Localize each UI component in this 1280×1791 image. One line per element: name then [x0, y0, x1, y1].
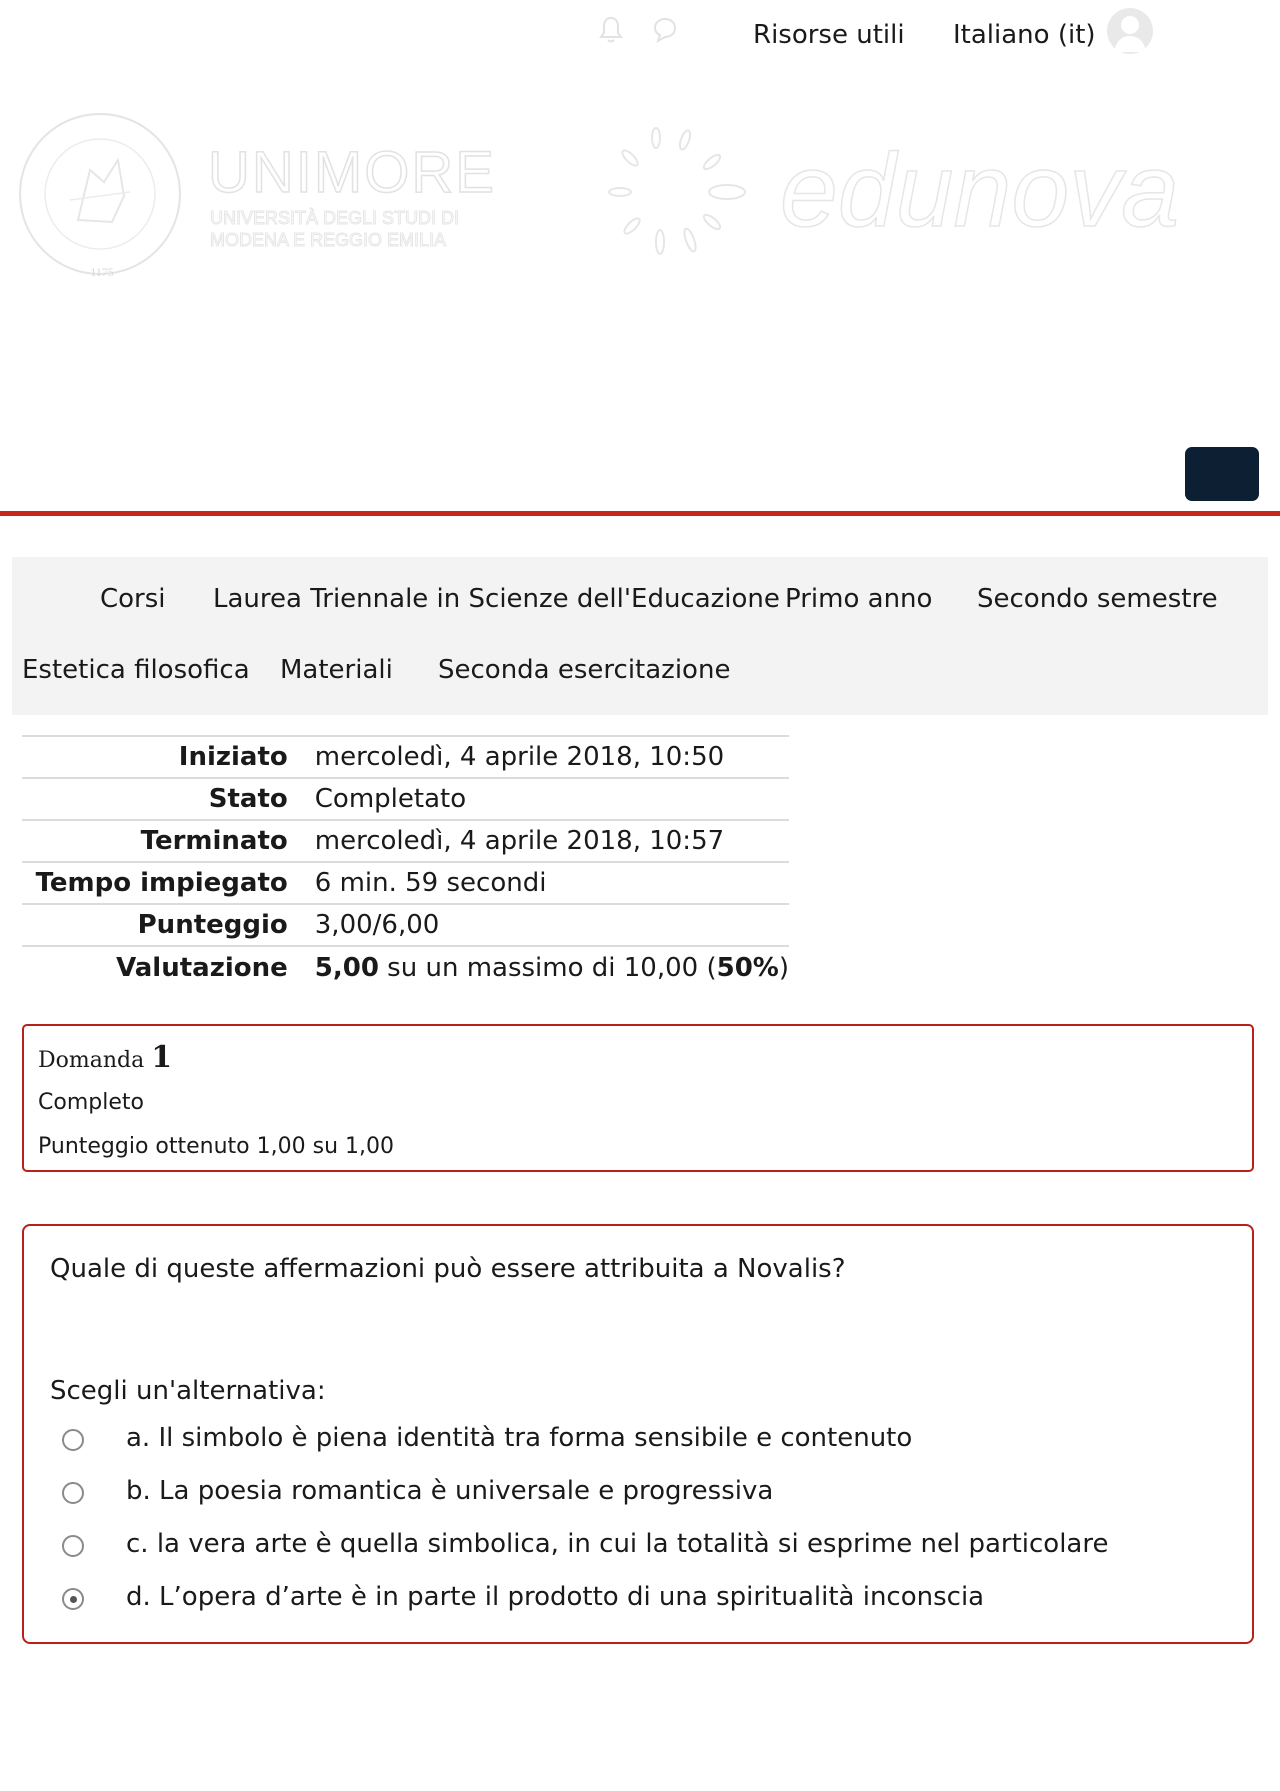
radio-button[interactable] [62, 1482, 84, 1504]
breadcrumb [12, 557, 1268, 715]
unimore-subtitle-line2: MODENA E REGGIO EMILIA [210, 230, 447, 250]
summary-label: Stato [208, 784, 288, 814]
unimore-subtitle-line1: UNIVERSITÀ DEGLI STUDI DI [210, 208, 460, 228]
summary-label: Tempo impiegato [35, 868, 288, 898]
grade-label: Valutazione [116, 952, 288, 983]
unimore-seal-year: 1175 [90, 265, 114, 279]
grade-end: ) [778, 952, 789, 983]
resources-link[interactable]: Risorse utili [753, 20, 905, 50]
unimore-seal-text: UNIVERSITAS STUDIORUM MUTINENSIS ET REGIENSIS [20, 100, 47, 101]
summary-row [22, 820, 789, 862]
breadcrumb-item-degree[interactable]: Laurea Triennale in Scienze dell'Educazione [213, 584, 780, 614]
question-number [38, 1040, 172, 1075]
summary-value: mercoledì, 4 aprile 2018, 10:50 [314, 742, 725, 772]
question-label: Domanda [38, 1048, 145, 1073]
summary-label: Iniziato [178, 742, 288, 772]
answer-option-d[interactable] [24, 1580, 1224, 1624]
language-selector[interactable]: Italiano (it) [953, 20, 1096, 50]
breadcrumb-item-materials[interactable]: Materiali [280, 655, 393, 685]
summary-value: Completato [314, 784, 467, 814]
site-banner [0, 100, 1280, 300]
summary-label: Terminato [140, 826, 288, 856]
answer-label[interactable]: a. Il simbolo è piena identità tra forma sensibile e contenuto [126, 1423, 913, 1453]
breadcrumb-item-course[interactable]: Estetica filosofica [22, 655, 250, 685]
grade-value: 5,00 [314, 952, 379, 983]
answer-label[interactable]: c. la vera arte è quella simbolica, in cui la totalità si esprime nel particolare [126, 1529, 1109, 1559]
summary-row-grade [22, 946, 789, 988]
radio-button[interactable] [62, 1535, 84, 1557]
question-number-value: 1 [151, 1040, 173, 1075]
chat-bubble-icon[interactable] [649, 14, 681, 46]
unimore-logo-text: UNIMORE [208, 140, 496, 205]
grade-percent: 50% [716, 952, 779, 983]
summary-row [22, 736, 789, 778]
top-bar [0, 0, 1280, 72]
answer-option-c[interactable] [24, 1527, 1224, 1571]
edunova-logo-text: edunova [780, 133, 1180, 249]
question-state: Completo [38, 1090, 144, 1115]
header-divider [0, 511, 1280, 516]
breadcrumb-item-semester[interactable]: Secondo semestre [977, 584, 1218, 614]
question-info-box [22, 1024, 1254, 1172]
answer-prompt: Scegli un'alternativa: [50, 1376, 326, 1406]
summary-row [22, 778, 789, 820]
question-grade: Punteggio ottenuto 1,00 su 1,00 [38, 1134, 394, 1159]
summary-value: mercoledì, 4 aprile 2018, 10:57 [314, 826, 725, 856]
breadcrumb-item-quiz[interactable]: Seconda esercitazione [438, 655, 731, 685]
summary-row [22, 904, 789, 946]
answer-option-b[interactable] [24, 1474, 1224, 1518]
nav-menu-button[interactable] [1185, 447, 1259, 501]
bell-icon[interactable] [595, 14, 627, 46]
summary-label: Punteggio [137, 910, 288, 940]
grade-middle: su un massimo di 10,00 ( [378, 952, 717, 983]
answer-option-a[interactable] [24, 1421, 1224, 1465]
summary-value: 6 min. 59 secondi [314, 868, 547, 898]
radio-button[interactable] [62, 1429, 84, 1451]
radio-button-selected[interactable] [62, 1588, 84, 1610]
answer-label[interactable]: d. L’opera d’arte è in parte il prodotto di una spiritualità inconscia [126, 1582, 985, 1612]
question-text: Quale di queste affermazioni può essere attribuita a Novalis? [50, 1254, 846, 1284]
answer-label[interactable]: b. La poesia romantica è universale e progressiva [126, 1476, 774, 1506]
grade-value-cell [315, 946, 789, 988]
summary-value: 3,00/6,00 [314, 910, 440, 940]
breadcrumb-item-corsi[interactable]: Corsi [100, 584, 166, 614]
breadcrumb-item-year[interactable]: Primo anno [785, 584, 933, 614]
banner-logos [0, 100, 1280, 300]
unimore-seal-icon [20, 114, 180, 274]
edunova-sun-icon [609, 128, 745, 254]
user-avatar-icon[interactable] [1107, 8, 1153, 54]
summary-row [22, 862, 789, 904]
question-content-box [22, 1224, 1254, 1644]
attempt-summary-table [22, 735, 789, 988]
